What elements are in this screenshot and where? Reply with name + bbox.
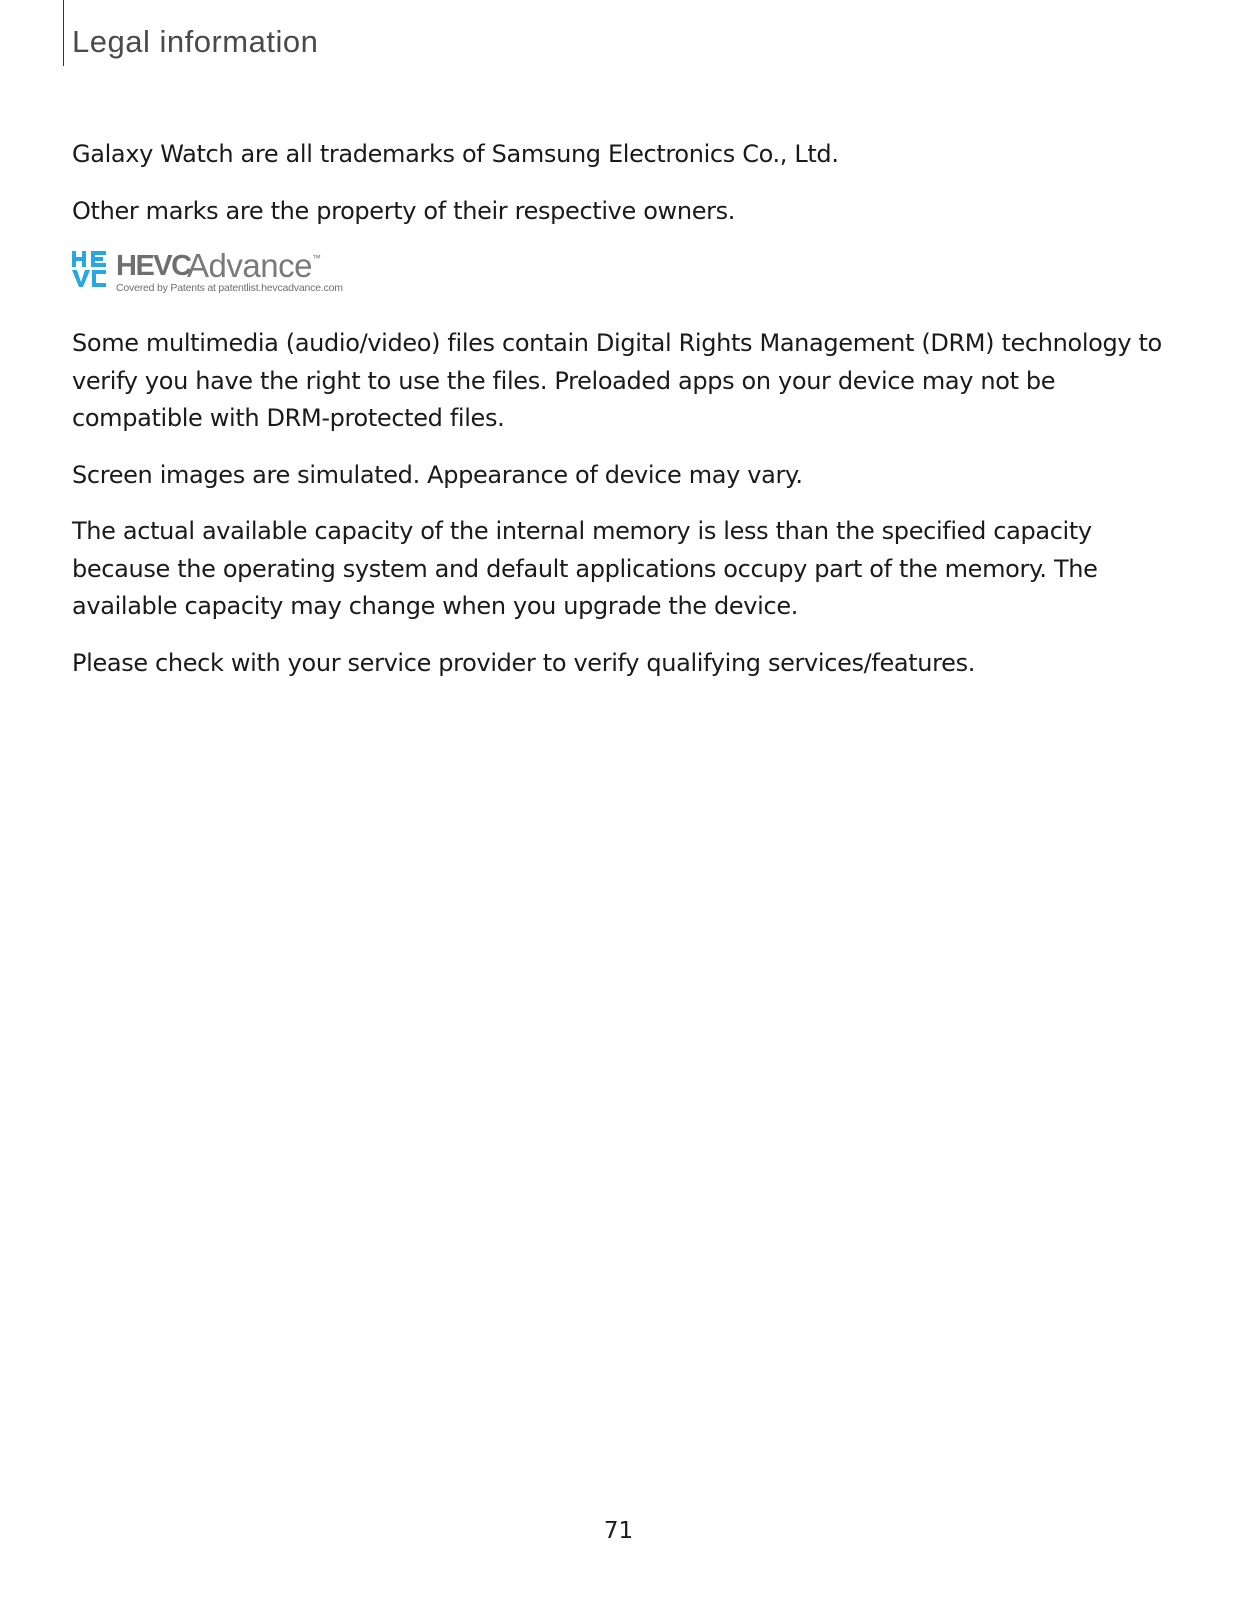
- hevc-brand-bold: HEVC: [116, 250, 191, 282]
- hevc-mark-icon: [72, 249, 112, 289]
- page-number: 71: [603, 1518, 634, 1544]
- service-provider-paragraph: Please check with your service provider to verify qualifying services/features.: [72, 648, 976, 677]
- other-marks-paragraph: Other marks are the property of their respective owners.: [72, 196, 736, 225]
- screen-images-paragraph: Screen images are simulated. Appearance of device may vary.: [72, 460, 803, 489]
- hevc-trademark: ™: [312, 253, 321, 263]
- section-title: Legal information: [72, 24, 319, 59]
- trademark-paragraph: Galaxy Watch are all trademarks of Samsung Electronics Co., Ltd.: [72, 140, 839, 168]
- header-divider: [63, 0, 64, 66]
- hevc-brand-light: Advance: [187, 247, 312, 284]
- hevc-advance-logo: [72, 247, 343, 295]
- capacity-paragraph: The actual available capacity of the internal memory is less than the specified capacity because the operating system and default applications occupy part of the memory. The available capacity may change when you upgrade the device.: [72, 517, 1098, 620]
- page-content: [72, 136, 1172, 701]
- drm-paragraph: Some multimedia (audio/video) files contain Digital Rights Management (DRM) technology to verify you have the right to use the files. Preloaded apps on your device may not be compatible with DRM-protected files.: [72, 329, 1162, 432]
- hevc-caption: Covered by Patents at patentlist.hevcadvance.com: [116, 282, 343, 294]
